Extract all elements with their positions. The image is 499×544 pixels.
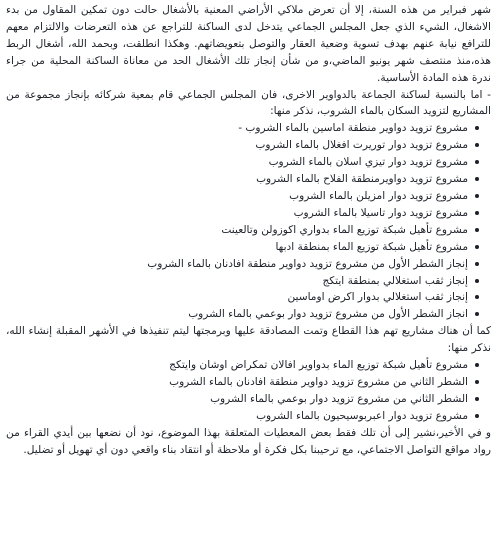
water-projects-intro: - اما بالنسبة لساكنة الجماعة بالدواوير الاخرى، فان المجلس الجماعي قام بمعية شركائه بإنجاز مجموعة من المشاريع لتزويد السكان بالماء الشروب، نذكر منها: [6, 88, 491, 118]
list-item: مشروع تزويد دواوير منطقة اماسين بالماء الشروب - [6, 120, 479, 137]
list-item: مشروع تزويد دوار امزيلن بالماء الشروب [6, 188, 479, 205]
list-item: إنجاز ثقب استغلالي بمنطقة ايتكج [6, 273, 479, 290]
closing-paragraph: و في الأخير،نشير إلى أن تلك فقط بعض المعطيات المتعلقة بهذا الموضوع، نود أن نضعها بين أيدي القراء من رواد مواقع التواصل الاجتماعي، مع ترحيبنا بكل فكرة أو ملاحظة أو انتقاد بناء واقعي دون أي تهويل أو تضليل. [6, 426, 491, 456]
list-item: مشروع تزويد دواويرمنطقة الفلاح بالماء الشروب [6, 171, 479, 188]
completed-projects-list [6, 120, 491, 323]
list-item: إنجاز الشطر الأول من مشروع تزويد دواوير منطقة افادنان بالماء الشروب [6, 256, 479, 273]
list-item: مشروع تزويد دوار تاسيلا بالماء الشروب [6, 205, 479, 222]
intro-paragraph: شهر فبراير من هذه السنة، إلا أن تعرض ملاكي الأراضي المعنية بالأشغال حالت دون تمكين المقاول من بدء الاشغال، الشيء الذي جعل المجلس الجماعي يتدخل لدى الساكنة للتراجع عن هذه التعرضات والالتزام معهم للترافع نيابة عنهم بهدف تسوية وضعية العقار والتوصل بتعويضاتهم. وهكذا انطلقت، وبحمد الله، أشغال الربط هذه،منذ منتصف شهر يونيو الماضي،و من شأن إنجاز تلك الأشغال الحد من معاناة الساكنة المحلية من جراء ندرة هذه المادة الأساسية. [6, 4, 491, 84]
list-item: مشروع تزويد دوار اعبربوسيحيون بالماء الشروب [6, 408, 479, 425]
planned-projects-list [6, 357, 491, 425]
list-item: مشروع تزويد دوار تيزي اسلان بالماء الشروب [6, 154, 479, 171]
list-item: مشروع تأهيل شبكة توزيع الماء بمنطقة ادبها [6, 239, 479, 256]
planned-projects-intro: كما أن هناك مشاريع تهم هذا القطاع وتمت المصادقة عليها وبرمجتها ليتم تنفيذها في الأشهر المقبلة إنشاء الله، نذكر منها: [6, 325, 491, 355]
list-item: مشروع تأهيل شبكة توزيع الماء بدواري اكوزولن وتالعينت [6, 222, 479, 239]
list-item: انجاز الشطر الأول من مشروع تزويد دوار بوعمي بالماء الشروب [6, 306, 479, 323]
list-item: مشروع تزويد دوار توريرت افغلال بالماء الشروب [6, 137, 479, 154]
list-item: الشطر الثاني من مشروع تزويد دوار بوعمي بالماء الشروب [6, 391, 479, 408]
list-item: الشطر الثاني من مشروع تزويد دواوير منطقة افادنان بالماء الشروب [6, 374, 479, 391]
list-item: مشروع تأهيل شبكة توزيع الماء بدواوير افالان تمكراض اوشان وايتكج [6, 357, 479, 374]
list-item: إنجاز ثقب استغلالي بدوار اكرض اوماسين [6, 289, 479, 306]
